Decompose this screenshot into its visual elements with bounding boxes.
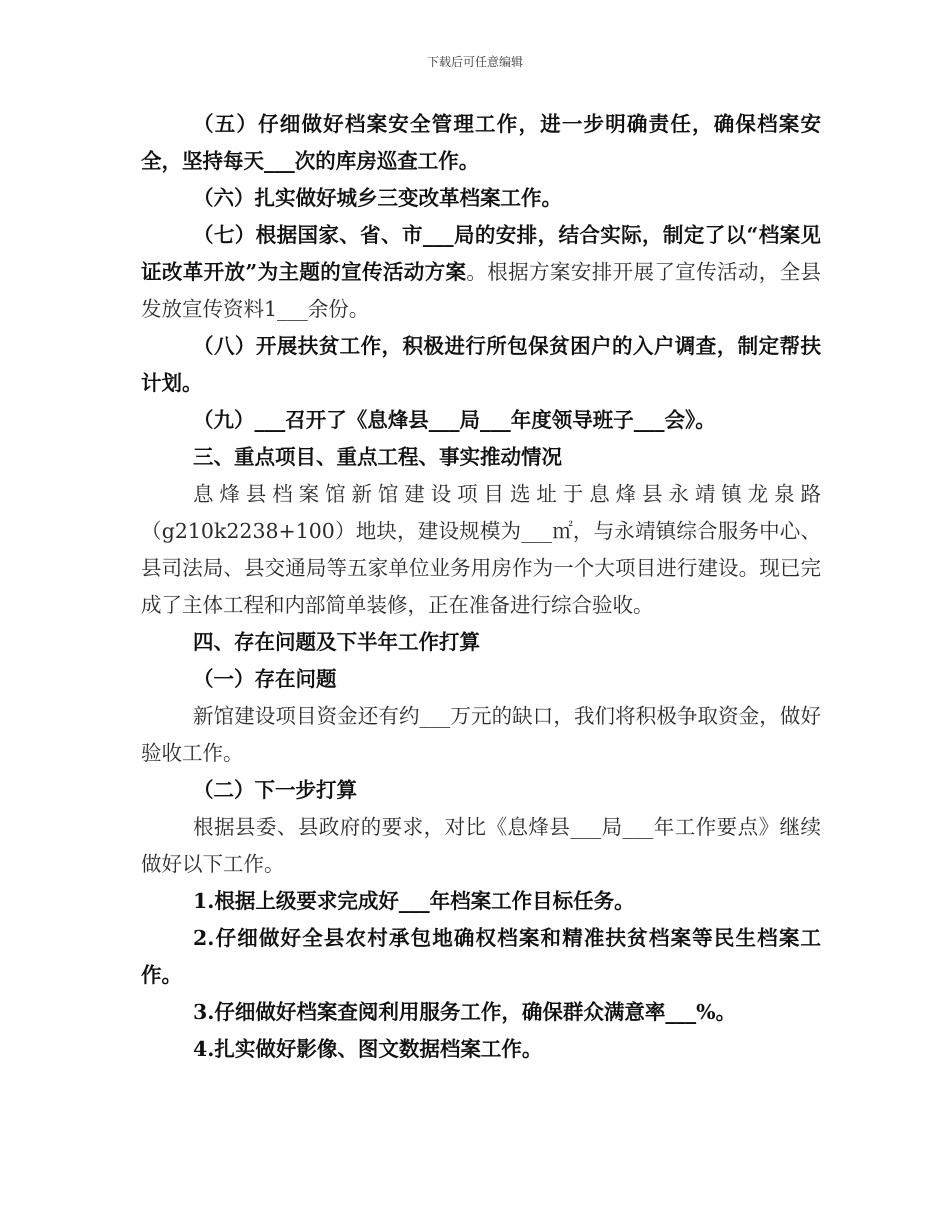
- task-item-4: 4.扎实做好影像、图文数据档案工作。: [193, 1037, 543, 1061]
- task-item-2: 2.仔细做好全县农村承包地确权档案和精准扶贫档案等民生档案工作。: [141, 926, 821, 987]
- paragraph-item-7-bold: （七）根据国家、省、市___局的安排，结合实际，制定了以“档案见证改革开放”为主题的宣传活动方案: [141, 223, 821, 284]
- document-body: [141, 106, 821, 1068]
- paragraph-item-5: （五）仔细做好档案安全管理工作，进一步明确责任，确保档案安全，坚持每天___次的库房巡查工作。: [141, 112, 821, 173]
- page-header-note: 下载后可任意编辑: [426, 55, 523, 69]
- paragraph-item-6: （六）扎实做好城乡三变改革档案工作。: [193, 186, 562, 210]
- paragraph-item-7-normal: 。根据方案安排开展了宣传活动，全县发放宣传资料1___余份。: [141, 260, 822, 321]
- paragraph-item-7: [141, 217, 821, 328]
- problems-text: 新馆建设项目资金还有约___万元的缺口，我们将积极争取资金，做好验收工作。: [141, 704, 821, 765]
- task-item-3: 3.仔细做好档案查阅利用服务工作，确保群众满意率___%。: [193, 1000, 737, 1024]
- project-description: 息烽县档案馆新馆建设项目选址于息烽县永靖镇龙泉路（g210k2238+100）地块，建设规模为___㎡，与永靖镇综合服务中心、县司法局、县交通局等五家单位业务用房作为一个大项目进行建设。现已完成了主体工程和内部简单装修，正在准备进行综合验收。: [141, 482, 821, 617]
- section-heading-4: 四、存在问题及下半年工作打算: [193, 630, 480, 654]
- subheading-problems: （一）存在问题: [193, 667, 337, 691]
- subheading-next-steps: （二）下一步打算: [193, 778, 357, 802]
- section-heading-3: 三、重点项目、重点工程、事实推动情况: [193, 445, 562, 469]
- paragraph-item-9: （九）___召开了《息烽县___局___年度领导班子___会》。: [193, 408, 716, 432]
- next-steps-intro: 根据县委、县政府的要求，对比《息烽县___局___年工作要点》继续做好以下工作。: [141, 815, 821, 876]
- task-item-1: 1.根据上级要求完成好___年档案工作目标任务。: [193, 889, 635, 913]
- paragraph-item-8: （八）开展扶贫工作，积极进行所包保贫困户的入户调查，制定帮扶计划。: [141, 334, 821, 395]
